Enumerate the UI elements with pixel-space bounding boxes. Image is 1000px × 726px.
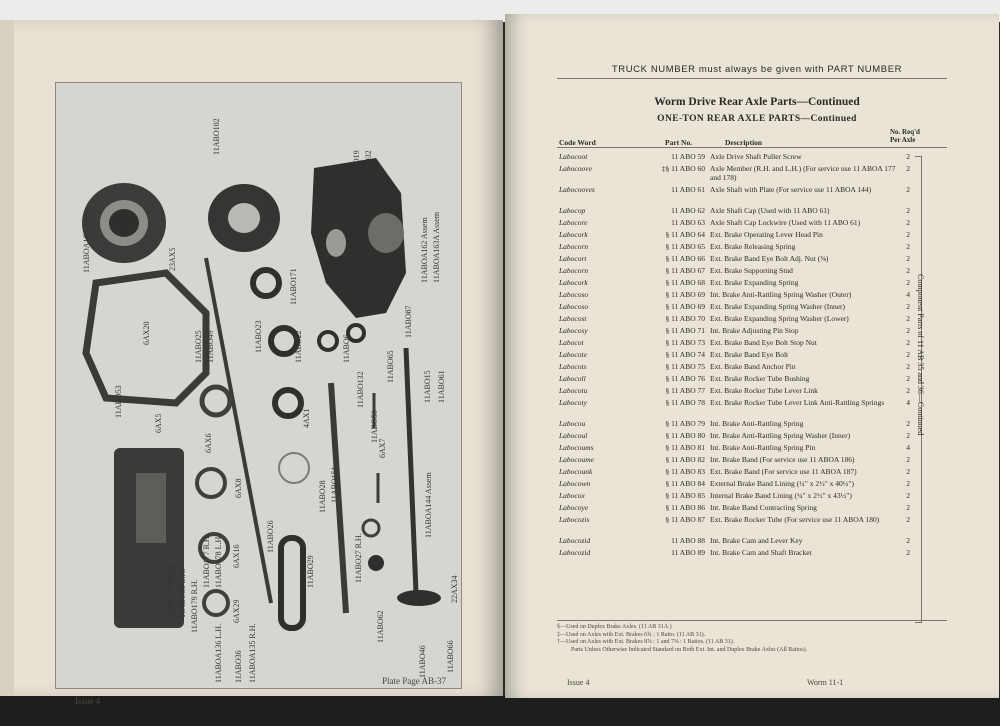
plate-label: 11ABO87 xyxy=(404,305,413,338)
part-number: § 11 ABO 85 xyxy=(665,491,705,500)
left-page xyxy=(0,20,503,706)
part-description: Ext. Brake Band Eye Bolt xyxy=(710,350,789,359)
plate-label: 11ABO174 R.H. xyxy=(166,564,175,618)
part-code-word: Labocore xyxy=(559,218,588,227)
required-quantity: 2 xyxy=(906,431,910,440)
required-quantity: 2 xyxy=(906,455,910,464)
part-number: § 11 ABO 69 xyxy=(665,290,705,299)
plate-label: 11ABO151 xyxy=(330,466,339,503)
part-number: § 11 ABO 65 xyxy=(665,242,705,251)
column-header-required xyxy=(890,128,920,144)
part-code-word: Labocost xyxy=(559,314,587,323)
part-description: Int. Brake Anti-Rattling Spring Washer (Outer) xyxy=(710,290,852,299)
required-quantity: 2 xyxy=(906,491,910,500)
part-number: § 11 ABO 64 xyxy=(665,230,705,239)
column-header-part: Part No. xyxy=(665,138,693,147)
part-code-word: Labocou xyxy=(559,419,586,428)
required-line-2: Per Axle xyxy=(890,136,916,144)
plate-label: 11ABOA136 L.H. xyxy=(214,623,223,683)
part-code-word: Labocounk xyxy=(559,467,593,476)
part-number: § 11 ABO 81 xyxy=(665,443,705,452)
section-title: Worm Drive Rear Axle Parts—Continued xyxy=(654,96,860,108)
part-code-word: Labocoty xyxy=(559,398,587,407)
truck-number-note: TRUCK NUMBER must always be given with PART NUMBER xyxy=(611,64,903,75)
plate-label: 6AX7 xyxy=(378,438,387,458)
required-quantity: 2 xyxy=(906,152,910,161)
part-code-word: Labocorn xyxy=(559,266,589,275)
plate-label: 11ABO36 xyxy=(234,650,243,683)
table-header-rule xyxy=(557,147,947,148)
plate-label: 23AX5 xyxy=(168,247,177,271)
plate-label: 11ABOA144 Assem xyxy=(424,472,433,538)
required-quantity: 2 xyxy=(906,419,910,428)
part-description: Axle Shaft Cap Lockwire (Used with 11 ABO 61) xyxy=(710,218,861,227)
plate-label: 11ABO25 xyxy=(194,330,203,363)
part-number: 11 ABO 59 xyxy=(671,152,705,161)
plate-label: 6AX29 xyxy=(232,599,241,623)
column-header-code: Code Word xyxy=(559,138,596,147)
plate-label: 11ABOA161 xyxy=(261,195,270,238)
plate-label: 6AX20 xyxy=(142,321,151,345)
plate-label: 11ABO66 xyxy=(446,640,455,673)
plate-label: 11ABO65 xyxy=(386,350,395,383)
required-quantity: 2 xyxy=(906,302,910,311)
section-subtitle: ONE-TON REAR AXLE PARTS—Continued xyxy=(657,114,857,124)
plate-label: 22AX34 xyxy=(450,575,459,603)
plate-label: 11ABO6 xyxy=(342,334,351,363)
part-code-word: Labocort xyxy=(559,254,587,263)
part-number: § 11 ABO 69 xyxy=(665,302,705,311)
plate-label: 11ABO29 xyxy=(306,555,315,588)
required-quantity: 4 xyxy=(906,398,910,407)
part-number: § 11 ABO 87 xyxy=(665,515,705,524)
plate-label: 11ABO102 xyxy=(212,118,221,155)
part-description: External Brake Band Lining (¼" x 2½" x 40½") xyxy=(710,479,854,488)
plate-label: 11ABO46 xyxy=(418,645,427,678)
plate-label: 6AX5 xyxy=(154,413,163,433)
part-code-word: Labocoot xyxy=(559,152,588,161)
plate-label: 11ABO27 R.H. xyxy=(354,533,363,583)
required-quantity: 2 xyxy=(906,218,910,227)
part-number: § 11 ABO 66 xyxy=(665,254,705,263)
part-description: Int. Brake Anti-Rattling Spring Washer (Inner) xyxy=(710,431,851,440)
plate-label: 6AX8 xyxy=(234,478,243,498)
plate-label: 11ABO32 xyxy=(364,150,373,183)
plate-label: 11ABO62 xyxy=(376,610,385,643)
right-page xyxy=(505,14,999,698)
part-description: Int. Brake Cam and Lever Key xyxy=(710,536,803,545)
right-footer-page: Worm 11-1 xyxy=(807,678,844,687)
part-number: 11 ABO 62 xyxy=(671,206,705,215)
required-quantity: 2 xyxy=(906,467,910,476)
part-number: § 11 ABO 84 xyxy=(665,479,705,488)
plate-label: 11ABOA135 R.H. xyxy=(248,623,257,683)
required-quantity: 2 xyxy=(906,536,910,545)
required-quantity: 2 xyxy=(906,164,910,173)
part-description: Internal Brake Band Lining (¼" x 2½" x 43½") xyxy=(710,491,852,500)
plate-label: 11ABO22 xyxy=(294,330,303,363)
part-number: § 11 ABO 70 xyxy=(665,314,705,323)
plate-label: 11ABO23 xyxy=(254,320,263,353)
part-description: Ext. Brake Band (For service use 11 ABOA 187) xyxy=(710,467,857,476)
required-quantity: 2 xyxy=(906,374,910,383)
part-number: 11 ABO 88 xyxy=(671,536,705,545)
part-description: Axle Shaft with Plate (For service use 11 ABOA 144) xyxy=(710,185,872,194)
plate-label: 11ABO28 xyxy=(318,480,327,513)
part-code-word: Labocotu xyxy=(559,386,588,395)
required-quantity: 2 xyxy=(906,362,910,371)
required-quantity: 2 xyxy=(906,503,910,512)
part-code-word: Labocozid xyxy=(559,536,591,545)
part-number: § 11 ABO 79 xyxy=(665,419,705,428)
plate-label: 11ABOA162 Assem xyxy=(420,217,429,283)
footnote: †—Used on Axles with Ext. Brakes 8⅞ : 1 and 7⅜ : 1 Ratios. (11 AB 31). xyxy=(557,639,735,645)
part-description: Ext. Brake Expanding Spring xyxy=(710,278,799,287)
component-side-note: Component Parts of 11 AB 35 and 36—Continued xyxy=(916,274,925,436)
plate-label: 11ABO19 xyxy=(352,150,361,183)
part-code-word: Labocoso xyxy=(559,290,589,299)
part-code-word: Labocoye xyxy=(559,503,589,512)
part-number: § 11 ABO 74 xyxy=(665,350,705,359)
part-description: Axle Drive Shaft Puller Screw xyxy=(710,152,802,161)
part-code-word: Labocoove xyxy=(559,164,592,173)
part-number: § 11 ABO 82 xyxy=(665,455,705,464)
part-number: § 11 ABO 83 xyxy=(665,467,705,476)
required-quantity: 2 xyxy=(906,548,910,557)
part-code-word: Labocoul xyxy=(559,431,588,440)
required-quantity: 4 xyxy=(906,290,910,299)
part-code-word: Labocozid xyxy=(559,548,591,557)
plate-label: 6AX6 xyxy=(204,433,213,453)
part-number: § 11 ABO 78 xyxy=(665,398,705,407)
part-description: Int. Brake Adjusting Pin Stop xyxy=(710,326,799,335)
column-header-description: Description xyxy=(725,138,763,147)
footnote-rule xyxy=(557,620,947,621)
part-code-word: Labocooves xyxy=(559,185,595,194)
left-footer-issue: Issue 4 xyxy=(75,696,101,706)
required-quantity: 2 xyxy=(906,206,910,215)
part-code-word: Labocox xyxy=(559,491,585,500)
backdrop-bottom xyxy=(0,696,1000,726)
part-code-word: Labocots xyxy=(559,362,587,371)
part-number: ‡§ 11 ABO 60 xyxy=(661,164,705,173)
part-code-word: Labocown xyxy=(559,479,591,488)
part-number: 11 ABO 89 xyxy=(671,548,705,557)
required-line-1: No. Req'd xyxy=(890,128,920,136)
plate-label: 11ABO177 R.H. xyxy=(202,534,211,588)
required-quantity: 2 xyxy=(906,242,910,251)
plate-label: 11ABO49 xyxy=(206,330,215,363)
part-code-word: Labocork xyxy=(559,278,588,287)
required-quantity: 2 xyxy=(906,326,910,335)
plate-label: 11ABO61 xyxy=(437,370,446,403)
part-code-word: Labocosy xyxy=(559,326,588,335)
part-description: Ext. Brake Rocker Tube (For service use 11 ABOA 180) xyxy=(710,515,880,524)
part-code-word: Labocoll xyxy=(559,374,586,383)
part-description: Ext. Brake Band Eye Bolt Stop Nut xyxy=(710,338,817,347)
part-description: Int. Brake Cam and Shaft Bracket xyxy=(710,548,812,557)
part-code-word: Labocorn xyxy=(559,242,589,251)
plate-label: 11ABO132 xyxy=(356,371,365,408)
part-description: Ext. Brake Expanding Spring Washer (Inner) xyxy=(710,302,846,311)
plate-label: 11ABO178 L.H. xyxy=(214,534,223,588)
plate-label: 11ABO53 xyxy=(114,385,123,418)
part-number: § 11 ABO 77 xyxy=(665,386,705,395)
part-number: § 11 ABO 68 xyxy=(665,278,705,287)
part-description: Ext. Brake Rocker Tube Lever Link xyxy=(710,386,818,395)
part-code-word: Labocoume xyxy=(559,455,594,464)
page-edge xyxy=(0,20,14,696)
plate-label: 11ABO56 xyxy=(370,410,379,443)
part-number: 11 ABO 63 xyxy=(671,218,705,227)
required-quantity: 2 xyxy=(906,278,910,287)
part-code-word: Labocote xyxy=(559,350,587,359)
plate-label: 4AX1 xyxy=(302,408,311,428)
plate-label: 11ABO26 xyxy=(266,520,275,553)
part-code-word: Labocork xyxy=(559,230,588,239)
part-description: Int. Brake Anti-Rattling Spring xyxy=(710,419,804,428)
part-number: § 11 ABO 75 xyxy=(665,362,705,371)
part-code-word: Labocoso xyxy=(559,302,589,311)
part-description: Axle Shaft Cap (Used with 11 ABO 61) xyxy=(710,206,830,215)
part-description: Int. Brake Band (For service use 11 ABOA 186) xyxy=(710,455,855,464)
required-quantity: 2 xyxy=(906,266,910,275)
plate-label: 11ABO38 L.H. xyxy=(178,568,187,618)
part-description: Ext. Brake Band Eye Bolt Adj. Nut (⅜) xyxy=(710,254,829,263)
part-description: Axle Member (R.H. and L.H.) (For service use 11 ABOA 177 and 178) xyxy=(710,164,896,182)
plate-label: 11ABO179 R.H. xyxy=(190,579,199,633)
right-footer-issue: Issue 4 xyxy=(567,678,590,687)
plate-label: 11ABO15 xyxy=(423,370,432,403)
part-description: Ext. Brake Operating Lever Head Pin xyxy=(710,230,823,239)
required-quantity: 2 xyxy=(906,386,910,395)
footnotes xyxy=(557,624,937,654)
required-quantity: 2 xyxy=(906,185,910,194)
required-quantity: 4 xyxy=(906,443,910,452)
part-number: § 11 ABO 80 xyxy=(665,431,705,440)
part-number: § 11 ABO 71 xyxy=(665,326,705,335)
plate-label: 11ABOA163A Assem xyxy=(432,211,441,283)
required-quantity: 2 xyxy=(906,338,910,347)
part-number: § 11 ABO 67 xyxy=(665,266,705,275)
part-description: Ext. Brake Rocker Tube Bushing xyxy=(710,374,810,383)
part-code-word: Labocot xyxy=(559,338,584,347)
footnote: ‡—Used on Axles with Ext. Brakes 6¾ : 1 Ratio. (11 AB 31). xyxy=(557,631,706,638)
plate-label: 11ABO171 xyxy=(289,268,298,305)
required-quantity: 2 xyxy=(906,350,910,359)
required-quantity: 2 xyxy=(906,230,910,239)
part-description: Ext. Brake Rocker Tube Lever Link Anti-Rattling Springs xyxy=(710,398,885,407)
part-description: Ext. Brake Supporting Stud xyxy=(710,266,793,275)
required-quantity: 2 xyxy=(906,479,910,488)
plate-label: 6AX16 xyxy=(232,544,241,568)
parts-plate-photo xyxy=(55,82,462,689)
part-number: § 11 ABO 86 xyxy=(665,503,705,512)
required-quantity: 2 xyxy=(906,254,910,263)
left-footer-plate: Plate Page AB-37 xyxy=(382,676,446,686)
part-number: § 11 ABO 73 xyxy=(665,338,705,347)
part-description: Ext. Brake Band Anchor Pin xyxy=(710,362,796,371)
required-quantity: 2 xyxy=(906,515,910,524)
part-number: 11 ABO 61 xyxy=(671,185,705,194)
part-description: Ext. Brake Expanding Spring Washer (Lower) xyxy=(710,314,849,323)
part-description: Int. Brake Anti-Rattling Spring Pin xyxy=(710,443,816,452)
part-description: Ext. Brake Releasing Spring xyxy=(710,242,796,251)
part-code-word: Labocop xyxy=(559,206,586,215)
plate-label: 11ABOA163 Assem xyxy=(82,207,91,273)
part-description: Int. Brake Band Contracting Spring xyxy=(710,503,817,512)
footnote: §—Used on Duplex Brake Axles. (11 AB 31A.) xyxy=(557,624,672,630)
required-quantity: 2 xyxy=(906,314,910,323)
part-code-word: Labocozis xyxy=(559,515,590,524)
part-code-word: Labocoums xyxy=(559,443,594,452)
footnote: Parts Unless Otherwise Indicated Standard on Both Ext. Int. and Duplex Brake Axles (All Ratios). xyxy=(571,646,808,653)
part-number: § 11 ABO 76 xyxy=(665,374,705,383)
header-rule xyxy=(557,78,947,79)
